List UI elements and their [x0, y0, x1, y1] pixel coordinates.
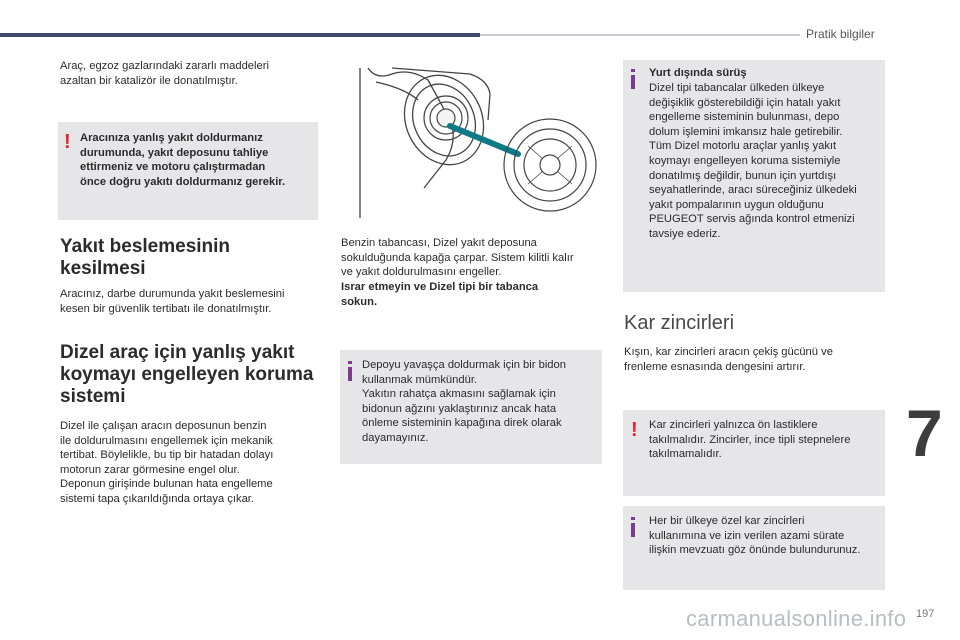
warning-text: Aracınıza yanlış yakıt doldurmanız durumunda, yakıt deposunu tahliye ettirmeniz ve motoru çalıştırmadan önce doğru yakıtı doldurmanız gerekir. — [80, 132, 286, 188]
intro-text: Araç, egzoz gazlarındaki zararlı maddeleri azaltan bir katalizör ile donatılmıştır. — [60, 60, 269, 87]
fuel-filler-illustration — [340, 60, 602, 225]
chapter-number: 7 — [906, 396, 943, 470]
watermark: carmanualsonline.info — [686, 606, 907, 631]
snow-info-text: Her bir ülkeye özel kar zincirleri kullanımına ve izin verilen azami sürate ilişkin mevzuatı göz önünde bulundurunuz. — [649, 515, 861, 557]
info-box-snow — [623, 506, 885, 590]
top-bar-light — [480, 34, 800, 36]
info-box-abroad — [623, 60, 885, 292]
misfuel-text: Dizel ile çalışan aracın deposunun benzin ile doldurulmasını engellemek için mekanik tertibat. Böylelikle, bu tip bir hatadan dolayı motorun zarar görmesine engel olur. Deponun girişinde bulunan hata engelleme sistemi tapa çıkarıldığında ortaya çıkar. — [60, 420, 274, 505]
info-icon — [631, 523, 635, 537]
info-icon — [348, 367, 352, 381]
warning-box — [58, 122, 318, 220]
abroad-title: Yurt dışında sürüş — [649, 67, 747, 79]
fuel-cut-text: Aracınız, darbe durumunda yakıt beslemesini kesen bir güvenlik tertibatı ile donatılmıştır. — [60, 288, 285, 315]
snow-chains-text: Kışın, kar zincirleri aracın çekiş gücünü ve frenleme esnasında dengesini artırır. — [624, 346, 833, 373]
top-bar — [0, 33, 480, 37]
abroad-text: Dizel tipi tabancalar ülkeden ülkeye değişiklik gösterebildiği için hatalı yakıt engelleme sisteminin bulunması, depo dolum işlemini imkansız hale getirebilir. Tüm Dizel motorlu araçlar yanlış yakıt koymayı engelleyen koruma sistemiyle donatılmış değildir, bunun için yurtdışı seyahatlerinde, aracı süreceğiniz ülkedeki yakıt pompalarının uygun olduğunu PEUGEOT servis ağında kontrol etmenizi tavsiye ederiz. — [649, 82, 857, 240]
fuel-cut-title: Yakıt beslemesinin kesilmesi — [60, 236, 231, 279]
info-refuel-text: Depoyu yavaşça doldurmak için bir bidon kullanmak mümkündür. Yakıtın rahatça akmasını sağlamak için bidonun ağzını yaklaştırınız ancak hata önleme sisteminin kapağına direk olarak dayamayınız. — [362, 359, 566, 444]
snow-chains-title: Kar zincirleri — [624, 312, 735, 334]
warning-box-snow — [623, 410, 885, 496]
info-icon — [631, 75, 635, 89]
snow-warning-text: Kar zincirleri yalnızca ön lastiklere takılmalıdır. Zincirler, ince tipli stepnelere takılmamalıdır. — [649, 419, 851, 461]
misfuel-title: Dizel araç için yanlış yakıt koymayı engelleyen koruma sistemi — [60, 342, 314, 407]
page-number: 197 — [916, 608, 935, 620]
figure-caption: Benzin tabancası, Dizel yakıt deposuna sokulduğunda kapağa çarpar. Sistem kilitli kalır ve yakıt doldurulmasını engeller. — [341, 237, 574, 279]
warning-icon: ! — [64, 131, 71, 153]
warning-icon: ! — [631, 419, 638, 441]
section-label: Pratik bilgiler — [806, 27, 875, 41]
info-box-refuel — [340, 350, 602, 464]
figure-caption-bold: Israr etmeyin ve Dizel tipi bir tabanca sokun. — [341, 281, 539, 308]
